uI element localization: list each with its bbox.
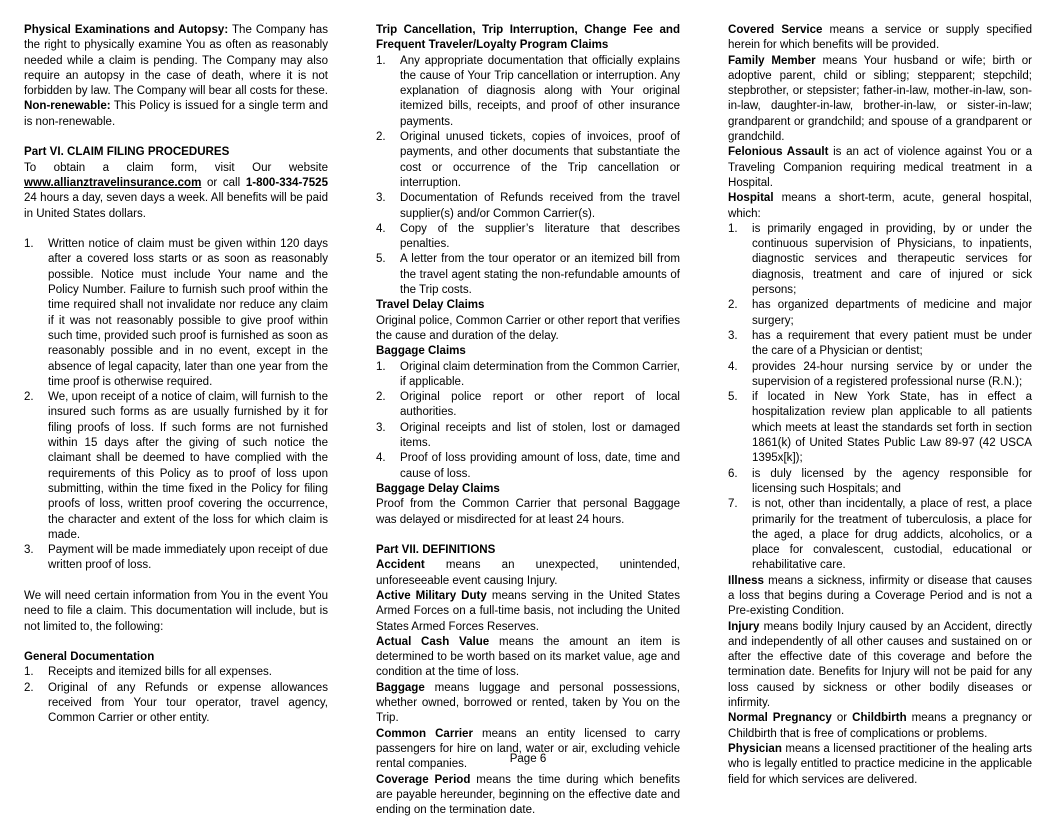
definition-coverage-period: Coverage Period means the time during which benefits are payable hereunder, beginning on the effective date and ending on the termination date. xyxy=(376,773,680,817)
list-item: 1. Original claim determination from the Common Carrier, if applicable. xyxy=(376,360,680,388)
definition-normal-pregnancy: Normal Pregnancy or Childbirth means a pregnancy or Childbirth that is free of complications or problems. xyxy=(728,712,1032,740)
physical-examinations-paragraph: Physical Examinations and Autopsy: The Company has the right to physically examine You as often as reasonably needed while a claim is pending. The Company may also require an autopsy in the case of death, where it is not forbidden by law. The Company will bear all costs for these. xyxy=(24,24,329,98)
trip-cancellation-list xyxy=(376,54,680,299)
general-documentation-heading: General Documentation xyxy=(24,651,155,664)
baggage-delay-paragraph: Proof from the Common Carrier that personal Baggage was delayed or misdirected for at least 24 hours. xyxy=(376,498,680,526)
claim-procedure-list xyxy=(24,237,328,574)
list-item: 2. Original police report or other report of local authorities. xyxy=(376,391,680,419)
list-item: 3. Payment will be made immediately upon receipt of due written proof of loss. xyxy=(24,544,328,572)
hospital-criteria-list xyxy=(728,222,1032,574)
list-item: 1. is primarily engaged in providing, by or under the continuous supervision of Physicians, to inpatients, diagnostic services and therapeutic services for diagnosis, treatment and care of injured or sick persons; xyxy=(728,222,1032,297)
list-item: 2. Original unused tickets, copies of invoices, proof of payments, and other documents that substantiate the cost or occurrence of the Trip cancellation or interruption. xyxy=(376,131,680,189)
definition-active-military-duty: Active Military Duty means serving in the United States Armed Forces on a full-time basis, not including the United States Armed Forces Reserves. xyxy=(376,589,680,633)
column-3 xyxy=(728,23,1032,788)
list-item: 4. provides 24-hour nursing service by or under the supervision of a registered professional nurse (R.N.); xyxy=(728,360,1032,388)
page-number: Page 6 xyxy=(509,753,547,765)
column-2 xyxy=(376,23,680,818)
definition-actual-cash-value: Actual Cash Value means the amount an item is determined to be worth based on its market value, age and condition at the time of loss. xyxy=(376,635,680,679)
list-item: 4. Proof of loss providing amount of loss, date, time and cause of loss. xyxy=(376,452,680,480)
definition-physician: Physician means a licensed practitioner of the healing arts who is legally entitled to practice medicine in the applicable field for which services are delivered. xyxy=(728,742,1032,786)
baggage-claims-heading: Baggage Claims xyxy=(376,345,466,358)
list-item: 3. Documentation of Refunds received from the travel supplier(s) and/or Common Carrier(s). xyxy=(376,192,680,220)
list-item: 5. if located in New York State, has in effect a hospitalization review plan applicable to all patients which meets at least the standards set forth in section 1861(k) of United States Public Law 89-97 (42 USCA 1395x[k]); xyxy=(728,391,1032,465)
physical-examinations-term: Physical Examinations and Autopsy: xyxy=(24,24,229,36)
definition-family-member: Family Member means Your husband or wife; birth or adoptive parent, child or sibling; stepparent; stepchild; stepbrother, or stepsister; father-in-law, mother-in-law, son-in-law, daughter-in-law, brother-in-law, or sister-in-law; grandparent or grandchild; and spouse of a grandparent or grandchild. xyxy=(728,54,1032,144)
baggage-claims-list xyxy=(376,360,680,482)
list-item: 6. is duly licensed by the agency responsible for licensing such Hospitals; and xyxy=(728,467,1032,495)
list-item: 1. Written notice of claim must be given within 120 days after a covered loss starts or as soon as reasonably possible. Notice must include Your name and the Policy Number. Failure to furnish such proof within the time required shall not invalidate nor reduce any claim if it was not reasonably possible to give proof within such time, provided such proof is furnished as soon as reasonably possible and in no event, except in the absence of legal capacity, later than one year from the time proof is otherwise required. xyxy=(24,238,328,388)
definition-felonious-assault: Felonious Assault is an act of violence against You or a Traveling Companion requiring medical treatment in a Hospital. xyxy=(728,146,1032,189)
travel-delay-heading: Travel Delay Claims xyxy=(376,299,485,312)
definition-covered-service: Covered Service means a service or supply specified herein for which benefits will be provided. xyxy=(728,24,1032,52)
list-item: 2. Original of any Refunds or expense allowances received from Your tour operator, travel agency, Common Carrier or other entity. xyxy=(24,681,328,725)
list-item: 4. Copy of the supplier’s literature that describes penalties. xyxy=(376,222,680,251)
website-link[interactable]: www.allianztravelinsurance.com xyxy=(24,176,202,189)
trip-cancellation-heading: Trip Cancellation, Trip Interruption, Change Fee and Frequent Traveler/Loyalty Program Claims xyxy=(376,24,680,52)
definition-injury: Injury means bodily Injury caused by an Accident, directly and independently of all other causes and sustained on or after the effective date of this coverage and before the termination date. Benefits for Injury will not be paid for any loss caused by sickness or other bodily diseases or infirmity. xyxy=(728,620,1032,710)
list-item: 3. has a requirement that every patient must be under the care of a Physician or dentist; xyxy=(728,329,1032,358)
list-item: 2. has organized departments of medicine and major surgery; xyxy=(728,299,1032,327)
non-renewable-paragraph: Non-renewable: This Policy is issued for a single term and is non-renewable. xyxy=(24,100,328,128)
list-item: 1. Any appropriate documentation that officially explains the cause of Your Trip cancellation or interruption. Any explanation of diagnosis along with Your original itemized bills, receipts, and proof of other insurance payments. xyxy=(376,54,680,128)
part-vii-heading: Part VII. DEFINITIONS xyxy=(376,544,496,557)
definition-baggage: Baggage means luggage and personal possessions, whether owned, borrowed or rented, taken by You on the Trip. xyxy=(376,681,680,725)
baggage-delay-heading: Baggage Delay Claims xyxy=(376,482,500,495)
list-item: 2. We, upon receipt of a notice of claim, will furnish to the insured such forms as are usually furnished by it for filing proofs of loss. If such forms are not furnished within 15 days after the giving of such notice the claimant shall be deemed to have complied with the requirements of this Policy as to proof of loss upon submitting, within the time fixed in the Policy for filing proofs of loss, written proof covering the occurrence, the character and extent of the loss for which claim is made. xyxy=(24,391,328,541)
phone-number: 1-800-334-7525 xyxy=(245,176,328,189)
non-renewable-term: Non-renewable: xyxy=(24,100,111,113)
general-documentation-list xyxy=(24,665,328,726)
definition-accident: Accident means an unexpected, unintended, unforeseeable event causing Injury. xyxy=(376,559,680,587)
travel-delay-paragraph: Original police, Common Carrier or other report that verifies the cause and duration of the delay. xyxy=(376,314,680,342)
list-item: 5. A letter from the tour operator or an itemized bill from the travel agent stating the non-refundable amounts of the Trip costs. xyxy=(376,253,680,297)
claim-form-paragraph: To obtain a claim form, visit Our website www.allianztravelinsurance.com or call 1-800-334-7525 24 hours a day, seven days a week. All benefits will be paid in United States dollars. xyxy=(24,161,328,220)
list-item: 1. Receipts and itemized bills for all expenses. xyxy=(24,666,272,679)
list-item: 7. is not, other than incidentally, a place of rest, a place primarily for the treatment of tuberculosis, a place for the aged, a place for drug addicts, alcoholics, or a place for convalescent, custodial, educational or rehabilitative care. xyxy=(728,498,1032,572)
documentation-paragraph: We will need certain information from You in the event You need to file a claim. This documentation will include, but is not limited to, the following: xyxy=(24,589,328,633)
definition-common-carrier: Common Carrier means an entity licensed to carry passengers for hire on land, water or air, excluding vehicle rental companies. xyxy=(376,727,680,771)
definition-hospital: Hospital means a short-term, acute, general hospital, which: xyxy=(728,192,1032,220)
column-1 xyxy=(24,23,328,727)
part-vi-heading: Part VI. CLAIM FILING PROCEDURES xyxy=(24,146,230,159)
definition-illness: Illness means a sickness, infirmity or disease that causes a loss that begins during a Coverage Period and is not a Pre-existing Condition. xyxy=(728,574,1032,618)
list-item: 3. Original receipts and list of stolen, lost or damaged items. xyxy=(376,421,680,450)
